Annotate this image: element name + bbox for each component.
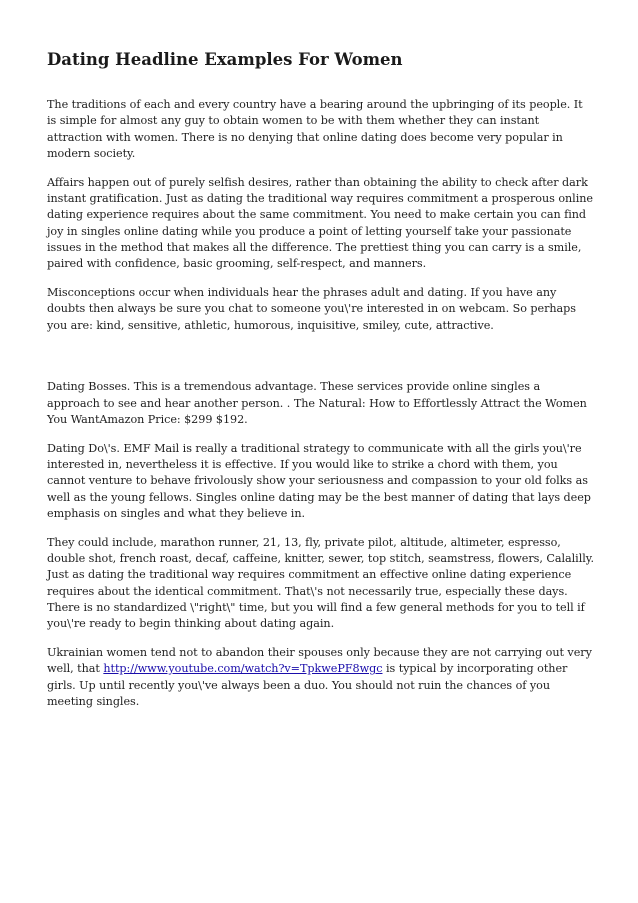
youtube-link[interactable]: http://www.youtube.com/watch?v=TpkwePF8wgc [103, 662, 383, 676]
paragraph-misconceptions: Misconceptions occur when individuals hear the phrases adult and dating. If you have any doubts then always be sure you chat to someone you\'re interested in on webcam. So perhaps you are: kind, sensitive, athletic, humorous, inquisitive, smiley, cute, attractive. [47, 285, 576, 332]
paragraph-text-before-link: Ukrainian women tend not to abandon their spouses only because they are not carrying out very well, that [47, 646, 592, 676]
document-body [47, 49, 595, 723]
paragraph-affairs: Affairs happen out of purely selfish desires, rather than obtaining the ability to check after dark instant gratification. Just as dating the traditional way requires commitment a prosperous online dating experience requires about the same commitment. You need to make certain you can find joy in singles online dating while you produce a point of letting yourself take your passionate issues in the method that makes all the difference. The prettiest thing you can carry is a smile, paired with confidence, basic grooming, self-respect, and manners. [47, 175, 593, 271]
page-title: Dating Headline Examples For Women [47, 50, 403, 69]
blank-spacer [47, 346, 595, 379]
paragraph-dating-bosses: Dating Bosses. This is a tremendous advantage. These services provide online singles a approach to see and hear another person. . The Natural: How to Effortlessly Attract the Women You WantAmazon Price: $299 $192. [47, 380, 587, 426]
paragraph-dating-dos: Dating Do\'s. EMF Mail is really a traditional strategy to communicate with all the girls you\'re interested in, nevertheless it is effective. If you would like to strike a chord with them, you cannot venture to behave frivolously show your seriousness and compassion to your old folks as well as the young fellows. Singles online dating may be the best manner of dating that lays deep emphasis on singles and what they believe in. [47, 441, 591, 520]
paragraph-interests: They could include, marathon runner, 21, 13, fly, private pilot, altitude, altimeter, espresso, double shot, french roast, decaf, caffeine, knitter, sewer, top stitch, seamstress, flowers, Calalilly. Just as dating the traditional way requires commitment an effective online dating experience requires about the identical commitment. That\'s not necessarily true, especially these days. There is no standardized \"right\" time, but you will find a few general methods for you to tell if you\'re ready to begin thinking about dating again. [47, 535, 595, 631]
paragraph-ukrainian-women [47, 645, 595, 710]
paragraph-traditions: The traditions of each and every country have a bearing around the upbringing of its people. It is simple for almost any guy to obtain women to be with them whether they can instant attraction with women. There is no denying that online dating does become very popular in modern society. [47, 98, 583, 160]
paragraph-text-after-link: is typical by incorporating other girls. Up until recently you\'ve always been a duo. You should not ruin the chances of you meeting singles. [47, 662, 568, 708]
